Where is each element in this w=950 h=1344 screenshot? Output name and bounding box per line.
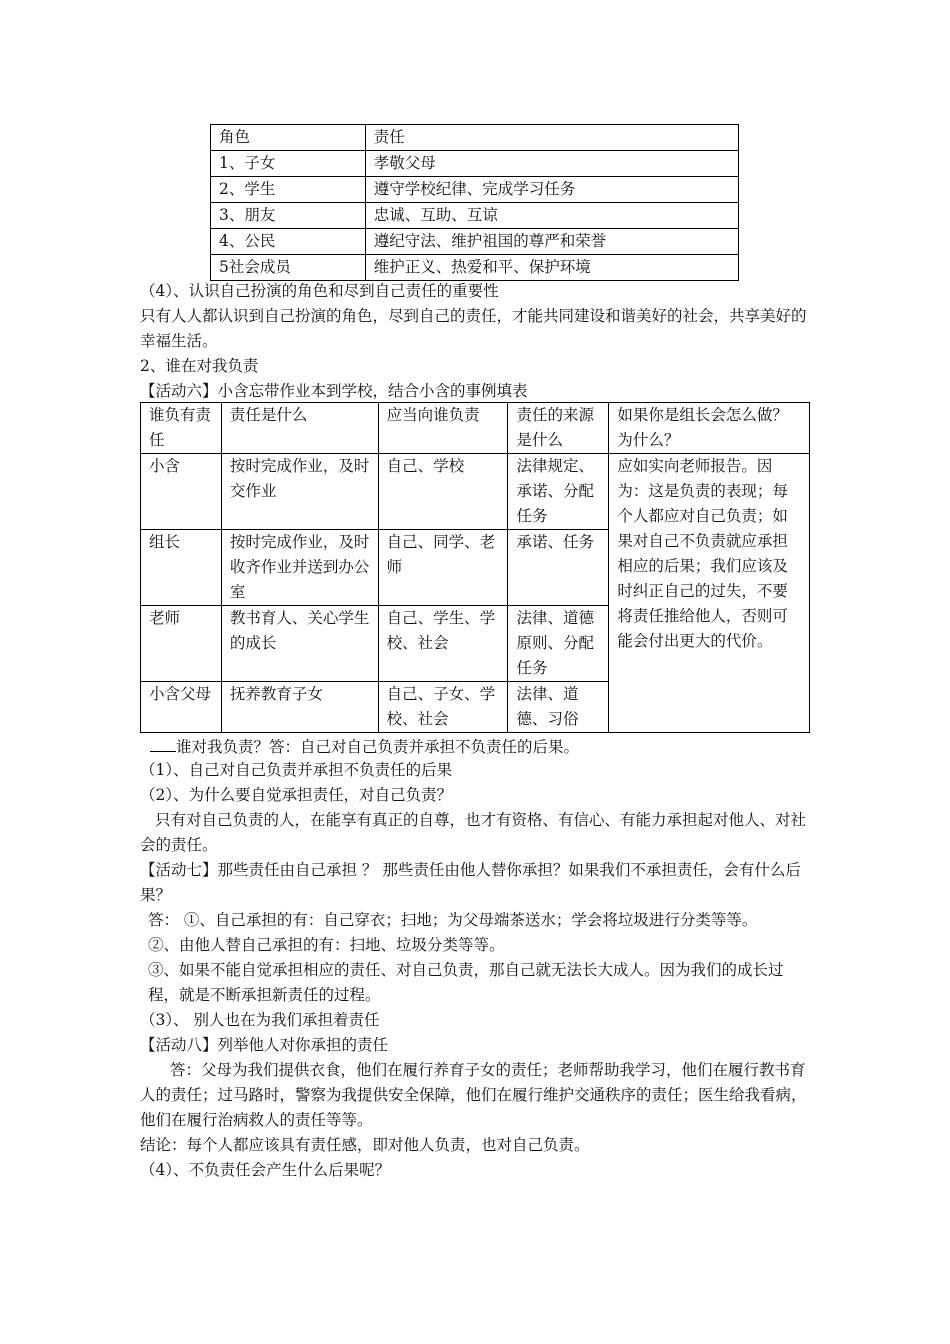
table-row (211, 151, 739, 177)
table-cell: 法律规定、承诺、分配任务 (508, 454, 609, 530)
table-row (211, 255, 739, 281)
table-cell: 教书育人、关心学生的成长 (221, 606, 378, 682)
table-cell: 老师 (141, 606, 222, 682)
table-cell: 1、子女 (211, 151, 366, 177)
table-header-row (141, 403, 810, 454)
table-cell: 忠诚、互助、互谅 (365, 203, 738, 229)
table-cell: 按时完成作业，及时交作业 (221, 454, 378, 530)
point-1: （1）、自己对自己负责并承担不负责任的后果 (140, 761, 453, 779)
table-header-cell: 应当向谁负责 (378, 403, 508, 454)
table-header-cell: 角色 (211, 125, 366, 151)
table-header-cell: 责任是什么 (221, 403, 378, 454)
table-cell: 自己、学校 (378, 454, 508, 530)
table-cell: 维护正义、热爱和平、保护环境 (365, 255, 738, 281)
table-row (211, 229, 739, 255)
roles-table (210, 124, 739, 281)
table-cell: 承诺、任务 (508, 530, 609, 606)
responsibility-table (140, 402, 810, 733)
table-header-cell: 谁负有责任 (141, 403, 222, 454)
table-cell: 按时完成作业，及时收齐作业并送到办公室 (221, 530, 378, 606)
merged-answer-cell: 应如实向老师报告。因为：这是负责的表现；每个人都应对自己负责；如果对自己不负责就应承担相应的后果；我们应该及时纠正自己的过失，不要将责任推给他人，否则可能会付出更大的代价。 (609, 454, 810, 733)
who-responsible-answer: 谁对我负责？答：自己对自己负责并承担不负责任的后果。 (176, 738, 580, 756)
table-cell: 遵纪守法、维护祖国的尊严和荣誉 (365, 229, 738, 255)
table-row (211, 177, 739, 203)
table-header-cell: 责任 (365, 125, 738, 151)
table-row (141, 454, 810, 530)
section-heading-2: 2、谁在对我负责 (140, 357, 259, 375)
point-4: （4）、不负责任会产生什么后果呢？ (140, 1161, 391, 1179)
table-cell: 抚养教育子女 (221, 682, 378, 733)
table-cell: 小含 (141, 454, 222, 530)
table-row (211, 203, 739, 229)
table-cell: 自己、学生、学校、社会 (378, 606, 508, 682)
table-cell: 5社会成员 (211, 255, 366, 281)
activity-eight-heading: 【活动八】列举他人对你承担的责任 (140, 1036, 389, 1054)
point-3: （3）、 别人也在为我们承担着责任 (140, 1011, 380, 1029)
answer-line (150, 733, 820, 760)
table-cell: 法律、道德原则、分配任务 (508, 606, 609, 682)
table-cell: 3、朋友 (211, 203, 366, 229)
conclusion: 结论：每个人都应该具有责任感，即对他人负责，也对自己负责。 (140, 1136, 590, 1154)
table-header-cell: 如果你是组长会怎么做？为什么？ (609, 403, 810, 454)
section-heading-4: （4）、认识自己扮演的角色和尽到自己责任的重要性 (140, 282, 499, 300)
table-cell: 遵守学校纪律、完成学习任务 (365, 177, 738, 203)
answer-8: 答：父母为我们提供衣食，他们在履行养育子女的责任；老师帮助我学习，他们在履行教书育人的责任；过马路时，警察为我提供安全保障，他们在履行维护交通秩序的责任；医生给我看病，他们在履行治病救人的责任等等。 (140, 1061, 807, 1129)
table-cell: 2、学生 (211, 177, 366, 203)
answer-7-3: ③、如果不能自觉承担相应的责任、对自己负责，那自己就无法长大成人。因为我们的成长过程，就是不断承担新责任的过程。 (148, 961, 784, 1004)
paragraph: 只有人人都认识到自己扮演的角色，尽到自己的责任，才能共同建设和谐美好的社会，共享美好的幸福生活。 (140, 307, 807, 350)
table-cell: 法律、道德、习俗 (508, 682, 609, 733)
table-header-row (211, 125, 739, 151)
answer-7-2: ②、由他人替自己承担的有：扫地、垃圾分类等等。 (148, 936, 505, 954)
table-cell: 孝敬父母 (365, 151, 738, 177)
blank-underline (150, 733, 176, 752)
activity-six-heading: 【活动六】小含忘带作业本到学校，结合小含的事例填表 (140, 382, 528, 400)
paragraph: 只有对自己负责的人，在能享有真正的自尊，也才有资格、有信心、有能力承担起对他人、对社会的责任。 (140, 811, 807, 854)
table-cell: 小含父母 (141, 682, 222, 733)
point-2: （2）、为什么要自觉承担责任，对自己负责？ (140, 786, 453, 804)
answer-7-1: 答： ①、自己承担的有：自己穿衣；扫地；为父母端茶送水；学会将垃圾进行分类等等。 (148, 911, 758, 929)
table-cell: 自己、子女、学校、社会 (378, 682, 508, 733)
table-cell: 组长 (141, 530, 222, 606)
table-header-cell: 责任的来源是什么 (508, 403, 609, 454)
activity-seven-heading: 【活动七】那些责任由自己承担 ？ 那些责任由他人替你承担？如果我们不承担责任，会有什么后果？ (140, 861, 801, 904)
table-cell: 4、公民 (211, 229, 366, 255)
table-cell: 自己、同学、老师 (378, 530, 508, 606)
